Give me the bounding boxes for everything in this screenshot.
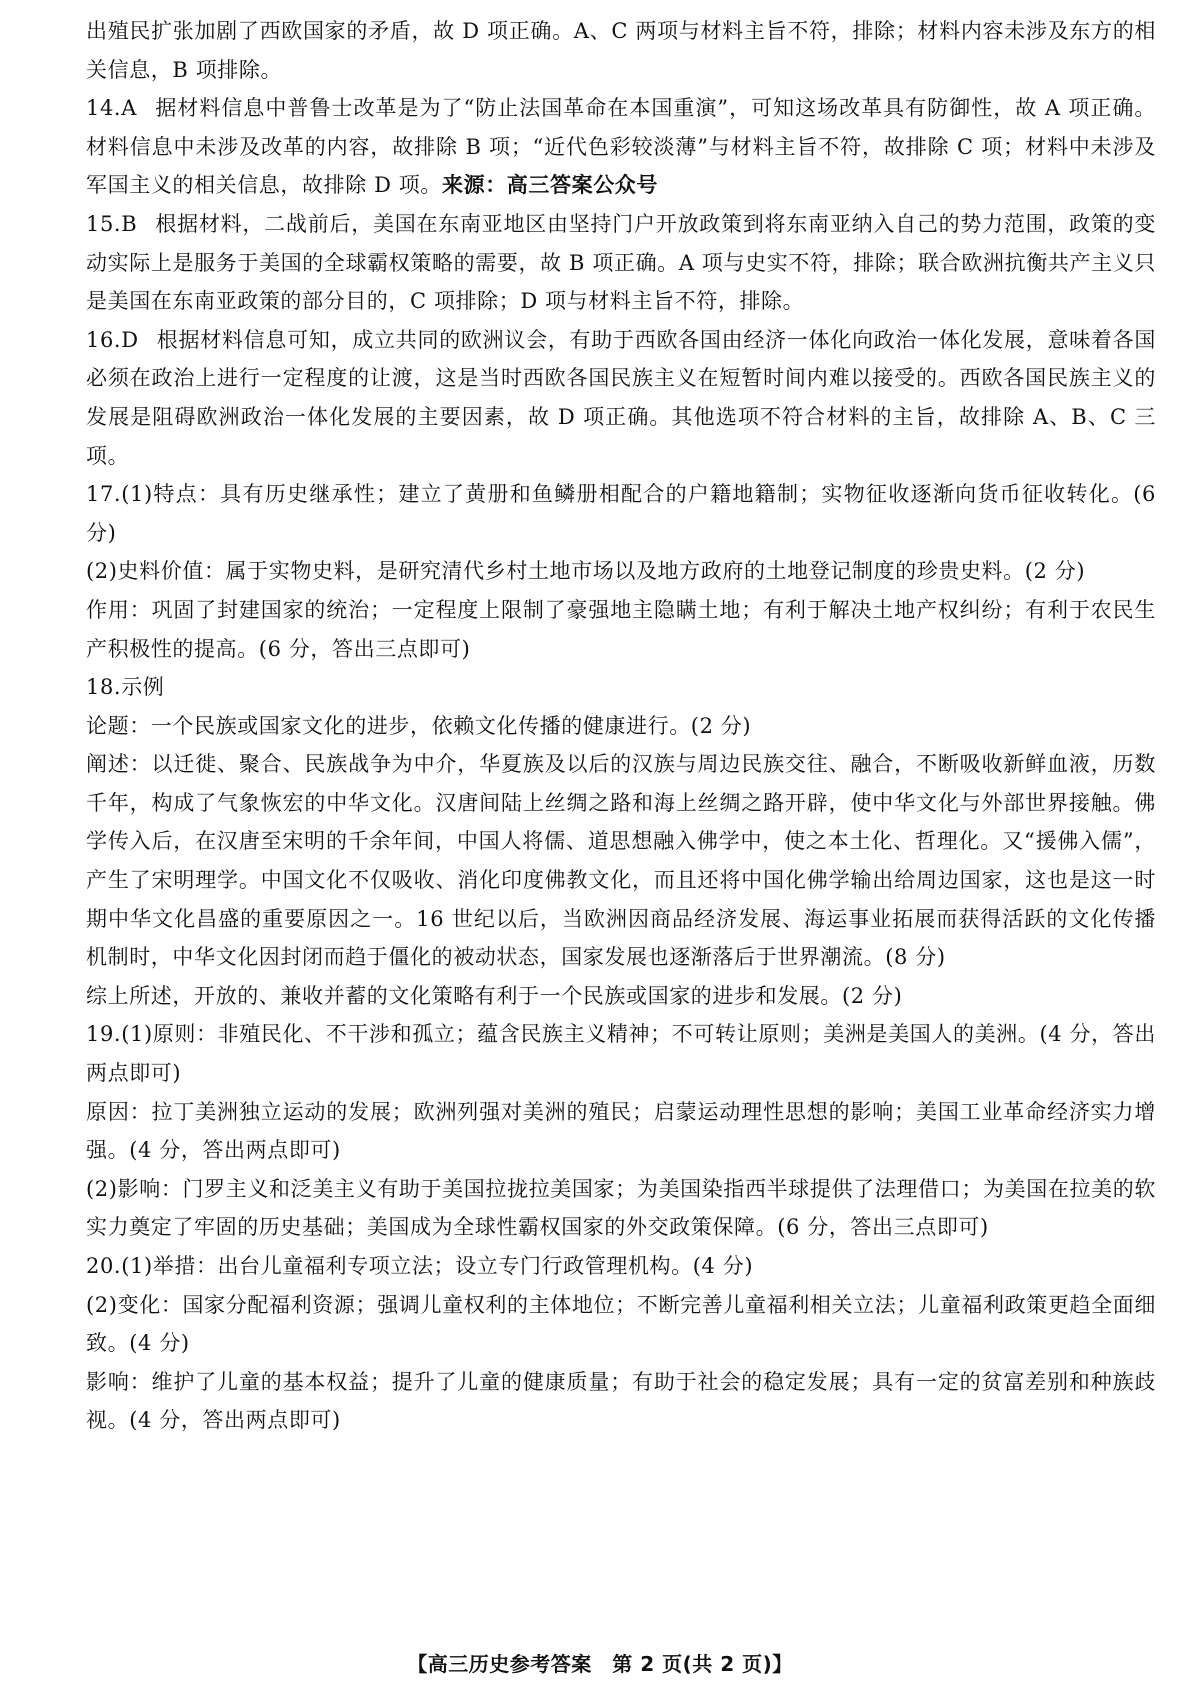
question-15-text: 根据材料，二战前后，美国在东南亚地区由坚持门户开放政策到将东南亚纳入自己的势力范围，政策的变动实际上是服务于美国的全球霸权策略的需要，故 B 项正确。A 项与史实不符，排除；联合欧洲抗衡共产主义只是美国在东南亚政策的部分目的，C 项排除；D 项与材料主旨不符，排除。	[86, 211, 1156, 314]
question-20-number: 20.	[86, 1254, 122, 1278]
question-18-conclusion: 综上所述，开放的、兼收并蓄的文化策略有利于一个民族或国家的进步和发展。(2 分)	[86, 983, 903, 1008]
question-15	[86, 205, 1156, 321]
question-17	[86, 475, 1156, 668]
question-18	[86, 668, 1156, 1015]
question-19-part1: (1)原则：非殖民化、不干涉和孤立；蕴含民族主义精神；不可转让原则；美洲是美国人的美洲。(4 分，答出两点即可)	[86, 1022, 1156, 1086]
question-15-answer: B	[121, 211, 138, 236]
question-19-part2: 原因：拉丁美洲独立运动的发展；欧洲列强对美洲的殖民；启蒙运动理性思想的影响；美国工业革命经济实力增强。(4 分，答出两点即可)	[86, 1099, 1156, 1163]
question-19	[86, 1015, 1156, 1247]
question-14-number: 14.	[86, 96, 122, 121]
question-17-number: 17.	[86, 482, 122, 507]
question-18-number: 18.	[86, 675, 122, 700]
question-20-part3: 影响：维护了儿童的基本权益；提升了儿童的健康质量；有助于社会的稳定发展；具有一定的贫富差别和种族歧视。(4 分，答出两点即可)	[86, 1369, 1156, 1433]
question-19-part3: (2)影响：门罗主义和泛美主义有助于美国拉拢拉美国家；为美国染指西半球提供了法理借口；为美国在拉美的软实力奠定了牢固的历史基础；美国成为全球性霸权国家的外交政策保障。(6 分，答出三点即可)	[86, 1176, 1156, 1240]
question-16-number: 16.	[86, 327, 122, 352]
question-16-text: 根据材料信息可知，成立共同的欧洲议会，有助于西欧各国由经济一体化向政治一体化发展，意味着各国必须在政治上进行一定程度的让渡，这是当时西欧各国民族主义在短暂时间内难以接受的。西欧各国民族主义的发展是阻碍欧洲政治一体化发展的主要因素，故 D 项正确。其他选项不符合材料的主旨，故排除 A、B、C 三项。	[86, 327, 1156, 468]
question-17-part2: (2)史料价值：属于实物史料，是研究清代乡村土地市场以及地方政府的土地登记制度的珍贵史料。(2 分)	[86, 559, 1086, 584]
intro-text: 出殖民扩张加剧了西欧国家的矛盾，故 D 项正确。A、C 两项与材料主旨不符，排除；材料内容未涉及东方的相关信息，B 项排除。	[86, 19, 1156, 82]
intro-paragraph	[86, 12, 1156, 89]
question-20-part2: (2)变化：国家分配福利资源；强调儿童权利的主体地位；不断完善儿童福利相关立法；儿童福利政策更趋全面细致。(4 分)	[86, 1292, 1156, 1356]
answer-content	[86, 12, 1156, 1440]
question-15-number: 15.	[86, 211, 122, 236]
question-14-answer: A	[121, 96, 137, 121]
question-20	[86, 1247, 1156, 1440]
question-16-answer: D	[121, 327, 139, 352]
question-18-thesis: 论题：一个民族或国家文化的进步，依赖文化传播的健康进行。(2 分)	[86, 713, 752, 738]
question-17-part3: 作用：巩固了封建国家的统治；一定程度上限制了豪强地主隐瞒土地；有利于解决土地产权纠纷；有利于农民生产积极性的提高。(6 分，答出三点即可)	[86, 597, 1156, 661]
question-17-part1: (1)特点：具有历史继承性；建立了黄册和鱼鳞册相配合的户籍地籍制；实物征收逐渐向货币征收转化。(6 分)	[86, 482, 1156, 545]
question-18-argument: 阐述：以迁徙、聚合、民族战争为中介，华夏族及以后的汉族与周边民族交往、融合，不断吸收新鲜血液，历数千年，构成了气象恢宏的中华文化。汉唐间陆上丝绸之路和海上丝绸之路开辟，使中华文化与外部世界接触。佛学传入后，在汉唐至宋明的千余年间，中国人将儒、道思想融入佛学中，使之本土化、哲理化。又“援佛入儒”，产生了宋明理学。中国文化不仅吸收、消化印度佛教文化，而且还将中国化佛学输出给周边国家，这也是这一时期中华文化昌盛的重要原因之一。16 世纪以后，当欧洲因商品经济发展、海运事业拓展而获得活跃的文化传播机制时，中华文化因封闭而趋于僵化的被动状态，国家发展也逐渐落后于世界潮流。(8 分)	[86, 752, 1156, 970]
question-16	[86, 321, 1156, 475]
question-18-title: 示例	[121, 675, 165, 700]
page-footer: 【高三历史参考答案 第 2 页(共 2 页)】	[407, 1652, 793, 1676]
question-14-text: 据材料信息中普鲁士改革是为了“防止法国革命在本国重演”，可知这场改革具有防御性，故 A 项正确。材料信息中未涉及改革的内容，故排除 B 项；“近代色彩较淡薄”与材料主旨不符，故排除 C 项；材料中未涉及军国主义的相关信息，故排除 D 项。	[86, 96, 1156, 198]
question-20-part1: (1)举措：出台儿童福利专项立法；设立专门行政管理机构。(4 分)	[121, 1254, 754, 1278]
question-14	[86, 89, 1156, 205]
source-note: 来源：高三答案公众号	[442, 172, 658, 198]
question-19-number: 19.	[86, 1022, 122, 1047]
